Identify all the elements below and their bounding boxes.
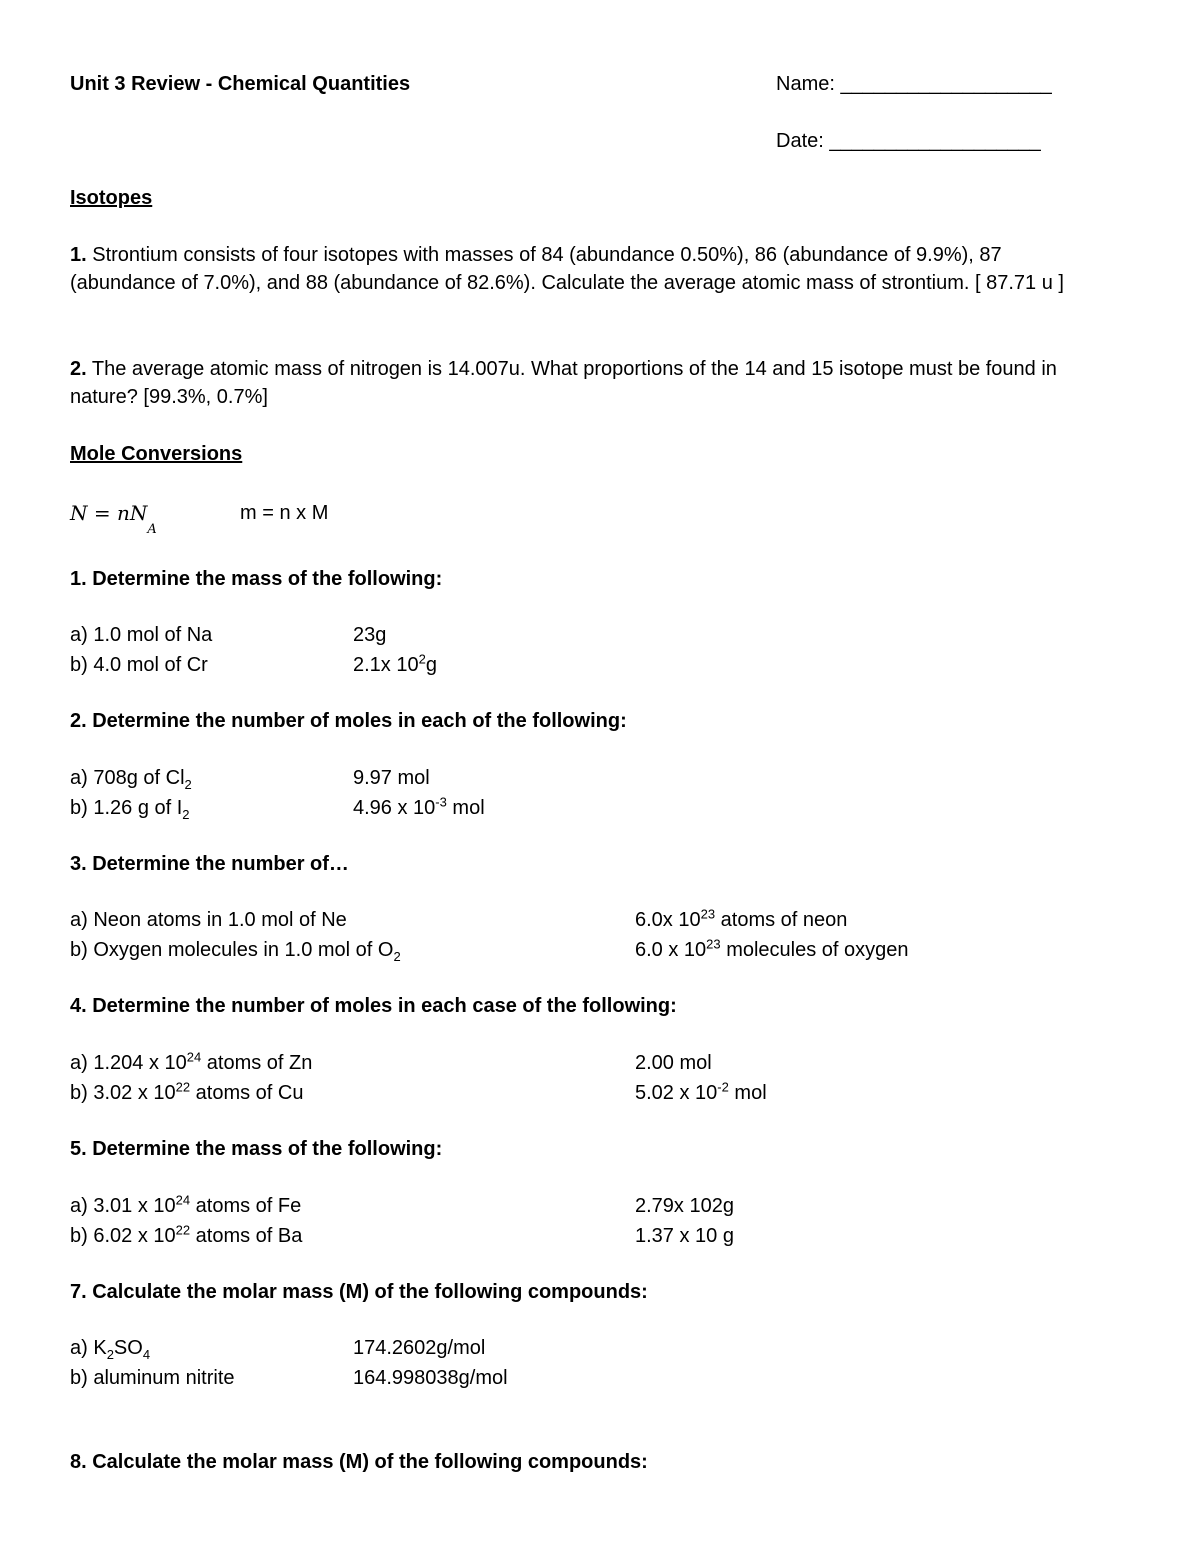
answer-base: 5.02 x 10 (635, 1082, 718, 1104)
question-text: The average atomic mass of nitrogen is 14.007u. What proportions of the 14 and 15 isotope must be found in nature? [99.3%, 0.7%] (70, 358, 1057, 408)
question-number: 1. (70, 244, 87, 266)
question-exponent: 24 (175, 1192, 191, 1208)
question-base: b) 3.02 x 10 (70, 1082, 176, 1104)
question-exponent: 22 (175, 1222, 191, 1238)
s7-a-answer: 174.2602g/mol (353, 1337, 486, 1359)
s3-a-answer (635, 906, 847, 934)
question-text: a) 708g of Cl (70, 767, 185, 789)
s2-a-question (70, 764, 192, 792)
subscript: 2 (393, 949, 401, 964)
subscript: 2 (184, 777, 192, 792)
s2-a-answer: 9.97 mol (353, 767, 430, 789)
s7-a-question (70, 1334, 150, 1362)
answer-unit: g (425, 654, 437, 676)
answer-exponent: -3 (435, 794, 447, 810)
page-title: Unit 3 Review - Chemical Quantities (70, 73, 411, 95)
question-base: a) 1.204 x 10 (70, 1052, 187, 1074)
answer-unit: mol (728, 1082, 767, 1104)
question-base: a) 3.01 x 10 (70, 1195, 176, 1217)
question-unit: atoms of Zn (201, 1052, 313, 1074)
section-7-title: 7. Calculate the molar mass (M) of the following compounds: (70, 1281, 648, 1303)
section-3-title: 3. Determine the number of… (70, 853, 349, 875)
mole-conversions-heading: Mole Conversions (70, 443, 243, 465)
section-1-title: 1. Determine the mass of the following: (70, 568, 443, 590)
question-text: b) Oxygen molecules in 1.0 mol of O (70, 939, 394, 961)
answer-base: 4.96 x 10 (353, 797, 436, 819)
isotopes-heading: Isotopes (70, 187, 153, 209)
s5-a-question (70, 1192, 301, 1220)
section-8-title: 8. Calculate the molar mass (M) of the following compounds: (70, 1451, 648, 1473)
answer-unit: atoms of neon (715, 909, 848, 931)
answer-base: 2.1x 10 (353, 654, 419, 676)
formula-particles (70, 499, 157, 537)
isotopes-question-2 (70, 355, 1130, 411)
s7-b-question: b) aluminum nitrite (70, 1367, 235, 1389)
s5-b-answer: 1.37 x 10 g (635, 1225, 734, 1247)
question-exponent: 22 (175, 1079, 191, 1095)
formula-avogadro-sub: A (147, 522, 157, 537)
s3-a-question: a) Neon atoms in 1.0 mol of Ne (70, 909, 347, 931)
formula-part: a) K (70, 1337, 107, 1359)
formula-lhs: N (70, 501, 88, 525)
formula-part: SO (113, 1337, 143, 1359)
answer-base: 6.0x 10 (635, 909, 701, 931)
s7-b-answer: 164.998038g/mol (353, 1367, 508, 1389)
section-4-title: 4. Determine the number of moles in each case of the following: (70, 995, 677, 1017)
subscript: 4 (142, 1347, 151, 1362)
s4-b-answer (635, 1079, 767, 1107)
s1-a-answer: 23g (353, 624, 387, 646)
s1-b-answer (353, 651, 437, 679)
answer-unit: molecules of oxygen (720, 939, 909, 961)
formula-n: n (116, 501, 130, 525)
question-unit: atoms of Fe (190, 1195, 302, 1217)
date-field-label: Date: ___________________ (776, 130, 1041, 152)
answer-exponent: 23 (700, 906, 716, 922)
s3-b-question (70, 936, 401, 964)
question-base: b) 6.02 x 10 (70, 1225, 176, 1247)
subscript: 2 (182, 807, 190, 822)
formula-equals: = (93, 501, 111, 525)
question-number: 2. (70, 358, 87, 380)
question-text: Strontium consists of four isotopes with masses of 84 (abundance 0.50%), 86 (abundance of 9.9%), 87 (abundance of 7.0%), and 88 (abundance of 82.6%). Calculate the average atomic mass of strontium. [ 87.71 u ] (70, 244, 1064, 294)
question-unit: atoms of Ba (190, 1225, 303, 1247)
s4-a-question (70, 1049, 312, 1077)
question-unit: atoms of Cu (190, 1082, 304, 1104)
s1-a-question: a) 1.0 mol of Na (70, 624, 213, 646)
section-2-title: 2. Determine the number of moles in each of the following: (70, 710, 627, 732)
s5-b-question (70, 1222, 302, 1250)
s5-a-answer: 2.79x 102g (635, 1195, 734, 1217)
s4-b-question (70, 1079, 303, 1107)
s2-b-answer (353, 794, 485, 822)
subscript: 2 (106, 1347, 114, 1362)
answer-exponent: 2 (418, 651, 426, 667)
section-5-title: 5. Determine the mass of the following: (70, 1138, 443, 1160)
question-text: b) 1.26 g of I (70, 797, 183, 819)
s1-b-question: b) 4.0 mol of Cr (70, 654, 208, 676)
answer-unit: mol (446, 797, 485, 819)
s2-b-question (70, 794, 190, 822)
answer-base: 6.0 x 10 (635, 939, 707, 961)
answer-exponent: 23 (706, 936, 721, 952)
name-field-label: Name: ___________________ (776, 73, 1052, 95)
formula-mass: m = n x M (240, 502, 329, 524)
s3-b-answer (635, 936, 909, 964)
isotopes-question-1 (70, 241, 1090, 297)
question-exponent: 24 (186, 1049, 202, 1065)
answer-exponent: -2 (717, 1079, 729, 1095)
formula-avogadro: N (129, 501, 148, 525)
s4-a-answer: 2.00 mol (635, 1052, 712, 1074)
